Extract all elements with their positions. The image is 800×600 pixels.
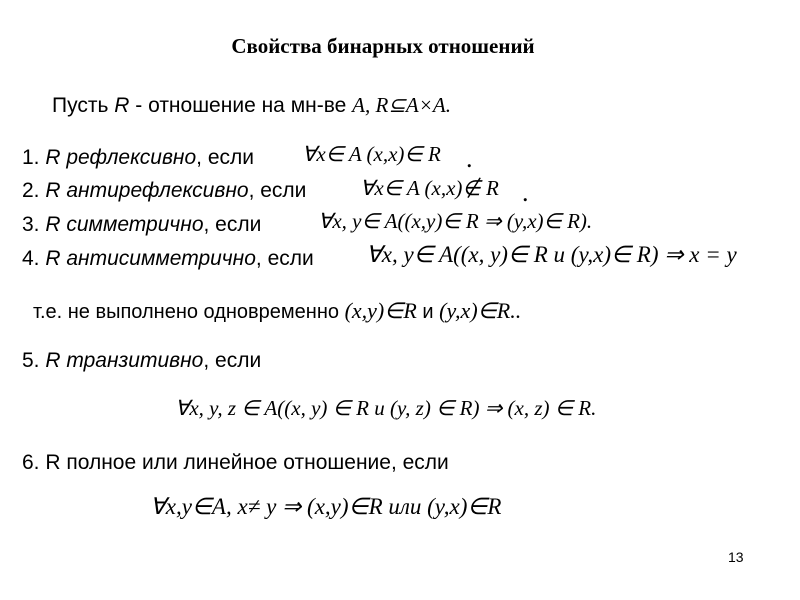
property-5-name: транзитивно — [60, 349, 204, 372]
slide-title: Свойства бинарных отношений — [231, 34, 535, 58]
property-4-name: антисимметрично — [60, 247, 256, 270]
property-3-num: 3. — [22, 213, 46, 236]
property-1-r: R — [45, 146, 61, 169]
property-6: 6. R полное или линейное отношение, если — [22, 451, 449, 474]
property-1-num: 1. — [22, 146, 46, 169]
property-2 — [22, 178, 306, 204]
property-1-end: . — [466, 144, 473, 173]
property-3 — [22, 212, 261, 238]
property-5 — [22, 348, 261, 374]
property-4-num: 4. — [22, 247, 46, 270]
property-2-suffix: , если — [248, 179, 307, 202]
intro-rest: - отношение на мн-ве — [129, 94, 353, 117]
note-line — [33, 298, 521, 325]
intro-text: Пусть — [52, 94, 115, 117]
note-formula-2: (y,x)∈R.. — [439, 298, 522, 323]
page-number: 13 — [728, 549, 744, 565]
property-2-formula: ∀x∈ A (x,x)∉ R — [360, 176, 499, 200]
property-5-formula: ∀x, y, z ∈ A((x, y) ∈ R и (y, z) ∈ R) ⇒ (x, z) ∈ R. — [175, 396, 597, 420]
property-5-num: 5. — [22, 349, 46, 372]
property-3-name: симметрично — [60, 213, 204, 236]
property-1-name: рефлексивно — [60, 146, 197, 169]
intro-line — [52, 92, 451, 119]
property-5-suffix: , если — [203, 349, 262, 372]
note-text: т.е. не выполнено одновременно — [33, 301, 345, 323]
property-2-end: . — [522, 178, 529, 207]
property-3-r: R — [45, 213, 61, 236]
property-1-formula: ∀x∈ A (x,x)∈ R — [302, 142, 441, 166]
property-2-num: 2. — [22, 179, 46, 202]
intro-r: R — [114, 94, 130, 117]
property-4-r: R — [45, 247, 61, 270]
note-formula-1: (x,y)∈R — [344, 298, 417, 323]
note-and: и — [416, 301, 440, 323]
property-2-r: R — [45, 179, 61, 202]
property-5-r: R — [45, 349, 61, 372]
property-3-suffix: , если — [203, 213, 262, 236]
property-6-formula: ∀x,y∈A, x≠ y ⇒ (x,y)∈R или (y,x)∈R — [150, 494, 502, 519]
property-4 — [22, 246, 314, 272]
property-4-formula: ∀x, y∈ A((x, y)∈ R и (y,x)∈ R) ⇒ x = y — [366, 242, 737, 267]
property-3-formula: ∀x, y∈ A((x,y)∈ R ⇒ (y,x)∈ R). — [318, 209, 593, 233]
property-1 — [22, 145, 254, 171]
intro-formula: A, R⊆A×A. — [352, 93, 451, 117]
property-4-suffix: , если — [255, 247, 314, 270]
property-2-name: антирефлексивно — [60, 179, 249, 202]
property-1-suffix: , если — [196, 146, 254, 169]
